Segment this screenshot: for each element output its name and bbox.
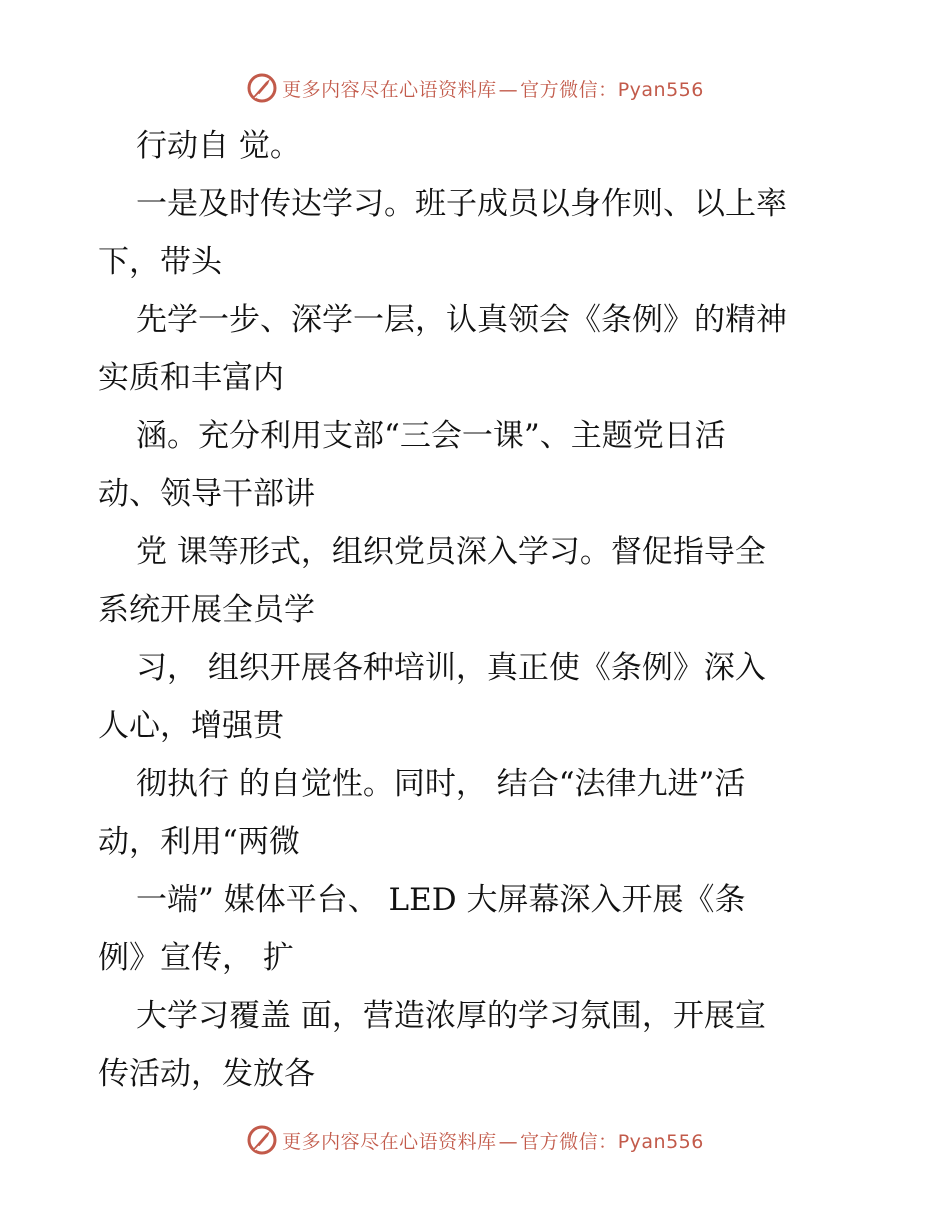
quill-pen-circle-icon <box>246 72 278 104</box>
text-line: 动，利用“两微 <box>98 824 300 860</box>
text-line: 行动自 觉。 <box>136 128 301 164</box>
text-line: 先学一步、深学一层，认真领会《条例》的精神 <box>136 302 787 338</box>
text-line: 例》宣传， 扩 <box>98 940 294 976</box>
text-line: 习， 组织开展各种培训，真正使《条例》深入 <box>136 650 766 686</box>
text-line: 传活动，发放各 <box>98 1056 315 1092</box>
text-line: 彻执行 的自觉性。同时， 结合“法律九进”活 <box>136 766 746 802</box>
text-line: 党 课等形式，组织党员深入学习。督促指导全 <box>136 534 766 570</box>
watermark-site-name: 更多内容尽在心语资料库 <box>282 1130 497 1153</box>
quill-pen-circle-icon <box>246 1124 278 1156</box>
watermark-wechat-label: 官方微信： <box>520 1130 618 1153</box>
text-line: 一是及时传达学习。班子成员以身作则、以上率 <box>136 186 787 222</box>
text-line: 大学习覆盖 面，营造浓厚的学习氛围，开展宣 <box>136 998 766 1034</box>
text-line: 动、领导干部讲 <box>98 476 315 512</box>
text-line: 涵。充分利用支部“三会一课”、主题党日活 <box>136 418 726 454</box>
text-line: 下，带头 <box>98 244 222 280</box>
watermark-wechat-label: 官方微信： <box>520 78 618 101</box>
footer-watermark <box>0 1124 950 1156</box>
watermark-wechat-handle: Pyan556 <box>617 1130 704 1153</box>
text-line: 人心，增强贯 <box>98 708 284 744</box>
watermark-text <box>282 75 704 102</box>
watermark-text <box>282 1127 704 1154</box>
watermark-dash: — <box>498 1130 519 1153</box>
watermark-wechat-handle: Pyan556 <box>617 78 704 101</box>
text-line: 实质和丰富内 <box>98 360 284 396</box>
text-line: 系统开展全员学 <box>98 592 315 628</box>
text-line: 一端” 媒体平台、 LED 大屏幕深入开展《条 <box>136 882 746 918</box>
watermark-site-name: 更多内容尽在心语资料库 <box>282 78 497 101</box>
header-watermark <box>0 72 950 104</box>
body-text <box>98 117 868 1103</box>
watermark-dash: — <box>498 78 519 101</box>
